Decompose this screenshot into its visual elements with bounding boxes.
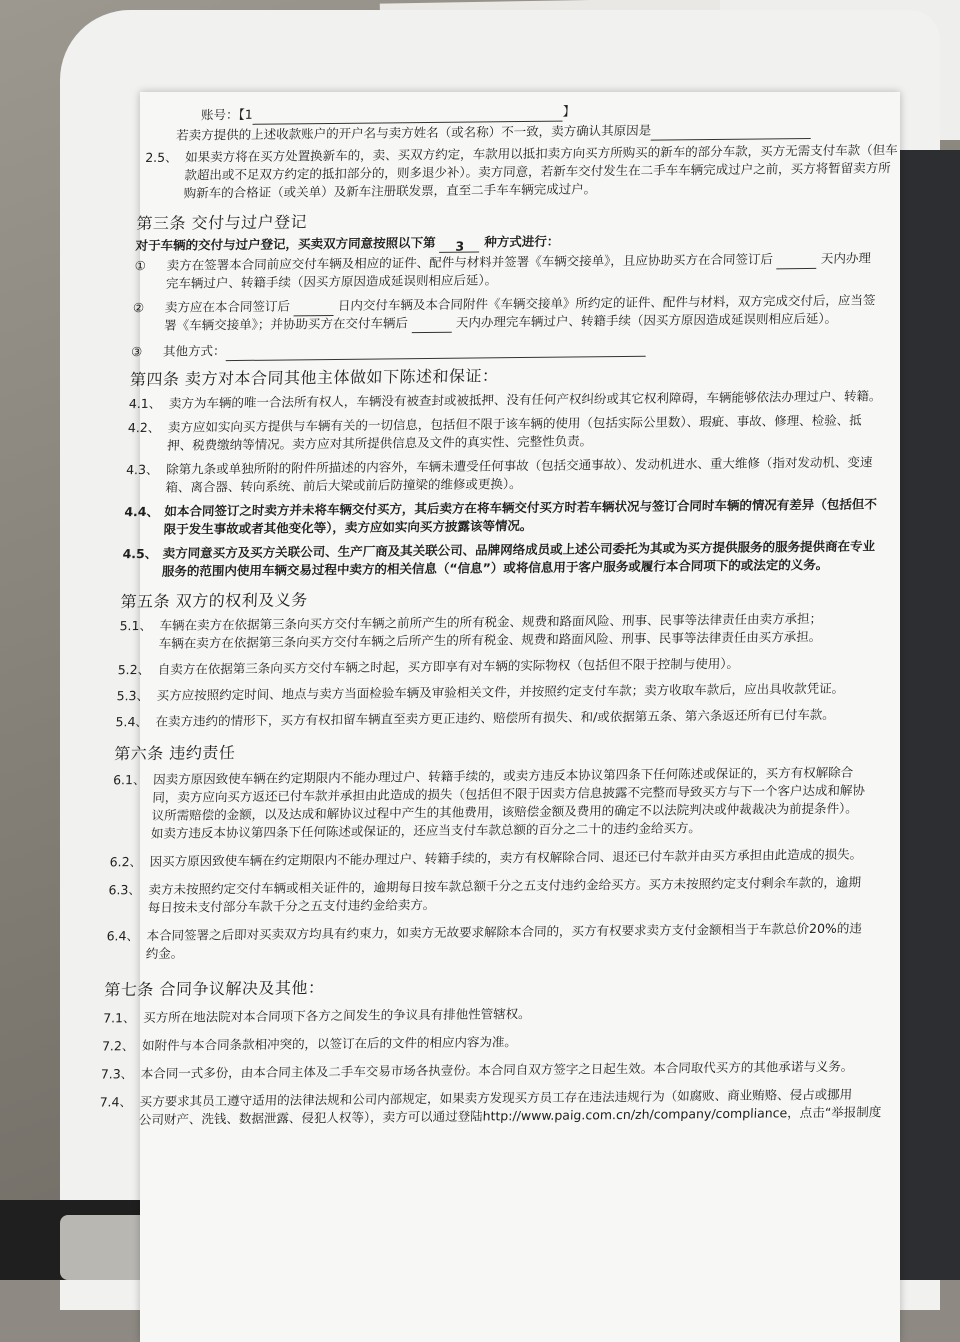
clause-text: 本合同签署之后即对买卖双方均具有约束力，如卖方无故要求解除本合同的，买方有权要求卖方支付金额相当于车款总价20%的违 [146,920,863,943]
clause-text: 公司财产、洗钱、数据泄露、侵犯人权等），卖方可以通过登陆http://www.paig.com.cn/zh/company/compliance，点击“举报制度 [138,1104,882,1128]
clause-number: 4.2、 [127,419,161,436]
clause-number: 7.2、 [101,1038,135,1054]
clause-number: 7.3、 [100,1066,134,1082]
clause-number: 2.5、 [144,149,178,165]
option-text: 卖方应在本合同签订后 [164,298,291,315]
clause-number: 4.1、 [128,395,162,412]
article-4-title: 第四条 卖方对本合同其他主体做如下陈述和保证： [129,366,499,390]
clause-text: 议所需赔偿的金额，以及达成和解协议过程中产生的其他费用，该赔偿金额及费用的确定不以法院判决或仲裁裁决为前提条件）。 [151,800,859,823]
intro-text: 种方式进行： [483,233,560,250]
clause-6-4 [106,918,862,946]
other-method-blank [225,341,646,361]
clause-text: 车辆在卖方在依据第三条向买方交付车辆之后所产生的所有税金、规费和路面风险、刑事、民事等法律责任由买方承担。 [158,628,822,651]
option-text: 日内交付车辆及本合同附件《车辆交接单》所约定的证件、配件与材料，双方完成交付后，应当签 [337,292,876,313]
clause-text: 卖方应如实向买方提供与车辆有关的一切信息，包括但不限于该车辆的使用（包括实际公里数）、瑕疵、事故、修理、检验、抵 [167,412,862,435]
clause-number: 7.1、 [102,1010,136,1026]
clause-number: 6.4、 [106,928,140,944]
account-value: 1 [244,106,254,122]
option-text: 天内办理 [820,250,872,266]
clause-text: 购新车的合格证（或关单）及新车注册联发票，直至二手车车辆完成过户。 [183,181,597,201]
clause-number: 5.3、 [116,687,150,704]
method-choice-value: 3 [455,238,465,254]
account-close: 】 [562,103,576,119]
clause-text: 限于发生事故或者其他变化等），卖方应如实向买方披露该等情况。 [163,517,533,537]
intro-text: 对于车辆的交付与过户登记，买卖双方同意按照以下第 [135,234,436,254]
clause-number: 6.3、 [108,882,142,898]
article-6-title: 第六条 违约责任 [113,743,236,764]
clause-text: 每日按未支付部分车款千分之五支付违约金给卖方。 [147,896,436,915]
clause-7-2 [102,1032,518,1056]
clause-text: 买方应按照约定时间、地点与卖方当面检验车辆及审验相关文件，并按照约定支付车款；卖方收取车款后，应出具收款凭证。 [156,680,845,703]
contract-text [92,84,899,1232]
clause-text: 除第九条或单独所附的附件所描述的内容外，车辆未遭受任何事故（包括交通事故）、发动机进水、重大维修（指对发动机、变速 [165,454,873,477]
article-3-option-3 [131,337,646,362]
option-text: 其他方式： [162,343,226,359]
clause-text: 如果卖方将在买方处置换新车的，卖、买双方约定，车款用以抵扣卖方向买方所购买的新车的部分车款，买方无需支付车款（但车 [184,142,899,165]
clause-6-2 [109,844,862,872]
clause-5-3 [116,679,844,707]
clause-number: 5.1、 [119,617,153,634]
account-label: 账号：【 [200,106,246,123]
days-blank [776,253,817,269]
clause-text: 押、税费缴纳等情况。卖方应对其所提供信息及文件的真实性、完整性负责。 [166,433,593,453]
clause-number: 5.4、 [115,713,149,730]
clause-text: 款超出或不足双方约定的抵扣部分的，则多退少补）。卖方同意，若新车交付发生在二手车车辆完成过户之前，买方将暂留卖方所 [184,160,892,183]
clause-number: 4.5、 [122,545,158,562]
clause-text: 买方所在地法院对本合同项下各方之间发生的争议具有排他性管辖权。 [142,1005,531,1026]
option-text: 天内办理完车辆过户、转籍手续（因买方原因造成延误则相应后延）。 [455,310,838,330]
clause-text: 卖方同意买方及买方关联公司、生产厂商及其关联公司、品牌网络成员或上述公司委托为其或为买方提供服务的服务提供商在专业 [162,538,876,561]
clause-text: 因买方原因致使车辆在约定期限内不能办理过户、转籍手续的，卖方有权解除合同、退还已付车款并由买方承担由此造成的损失。 [149,846,863,869]
clause-text: 买方要求其员工遵守适用的法律法规和公司内部规定，如果卖方发现买方员工存在违法违规行为（如腐败、商业贿赂、侵占或挪用 [139,1086,853,1110]
clause-7-1 [103,1004,531,1028]
option-marker: ② [132,299,145,316]
clause-text: 服务的范围内使用车辆交易过程中卖方的相关信息（“信息”）或将信息用于客户服务或履行本合同项下的或法定的义务。 [161,556,829,579]
clause-text: 如本合同签订之时卖方并未将车辆交付买方，其后卖方在将车辆交付买方时若车辆状况与签订合同时车辆的情况有差异（包括但不 [164,496,878,519]
clause-text: 约金。 [145,945,184,961]
clause-number: 6.1、 [112,771,146,788]
clause-text: 如附件与本合同条款相冲突的，以签订在后的文件的相应内容为准。 [141,1034,518,1054]
clause-text: 本合同一式多份，由本合同主体及二手车交易市场各执壹份。本合同自双方签字之日起生效。本合同取代买方的其他承诺与义务。 [140,1058,854,1082]
clause-text: 因卖方原因致使车辆在约定期限内不能办理过户、转籍手续的，或卖方违反本协议第四条下任何陈述或保证的，买方有权解除合 [152,764,854,787]
clause-text: 车辆在卖方在依据第三条向买方交付车辆之前所产生的所有税金、规费和路面风险、刑事、民事等法律责任由卖方承担； [159,610,823,633]
clause-text: 卖方为车辆的唯一合法所有权人，车辆没有被查封或被抵押、没有任何产权纠纷或其它权利障碍，车辆能够依法办理过户、转籍。 [168,388,882,411]
option-text: 卖方在签署本合同前应交付车辆及相应的证件、配件与材料并签署《车辆交接单》，且应协助买方在合同签订后 [166,251,774,273]
clause-text: 如卖方违反本协议第四条下任何陈述或保证的，还应当支付车款总额的百分之二十的违约金给买方。 [150,820,702,841]
method-choice [439,236,480,252]
clause-5-2 [117,654,739,681]
days-blank [412,317,453,333]
clause-number: 4.3、 [125,461,159,478]
clause-text: 卖方未按照约定交付车辆或相关证件的，逾期每日按车款总额千分之五支付违约金给买方。买方未按照约定支付剩余车款的，逾期 [148,874,862,897]
clause-4-1 [128,386,881,414]
mismatch-reason-blank [651,123,812,141]
option-marker: ③ [130,343,143,360]
option-marker: ① [134,257,147,274]
clause-number: 4.4、 [124,503,160,520]
clause-number: 5.2、 [117,661,151,678]
article-7-title: 第七条 合同争议解决及其他： [103,978,325,1000]
option-text: 完车辆过户、转籍手续（因买方原因造成延误则相应后延）。 [165,272,498,291]
clause-number: 6.2、 [109,854,143,870]
clause-text: 在卖方违约的情形下，买方有权扣留车辆直至卖方更正违约、赔偿所有损失、和/或依据第五条、第六条返还所有已付车款。 [155,706,836,729]
clause-text: 同，卖方应向买方返还已付车款并承担由此造成的损失（包括但不限于因卖方信息披露不完整而导致买方与下一个客户达成和解协 [152,782,866,805]
clause-text: 箱、离合器、转向系统、前后大梁或前后防撞梁的维修或更换）。 [165,476,522,495]
clause-7-3 [100,1057,853,1085]
clause-5-4 [115,705,835,733]
option-text: 署《车辆交接单》；并协助买方在交付车辆后 [163,315,409,333]
article-5-title: 第五条 双方的权利及义务 [120,590,309,612]
account-mismatch-text: 若卖方提供的上述收款账户的开户名与卖方姓名（或名称）不一致，卖方确认其原因是 [175,122,652,143]
article-3-title: 第三条 交付与过户登记 [136,212,308,234]
clause-number: 7.4、 [99,1094,133,1110]
clause-text: 自卖方在依据第三条向买方交付车辆之时起，买方即享有对车辆的实际物权（包括但不限于控制与使用）。 [157,655,740,677]
